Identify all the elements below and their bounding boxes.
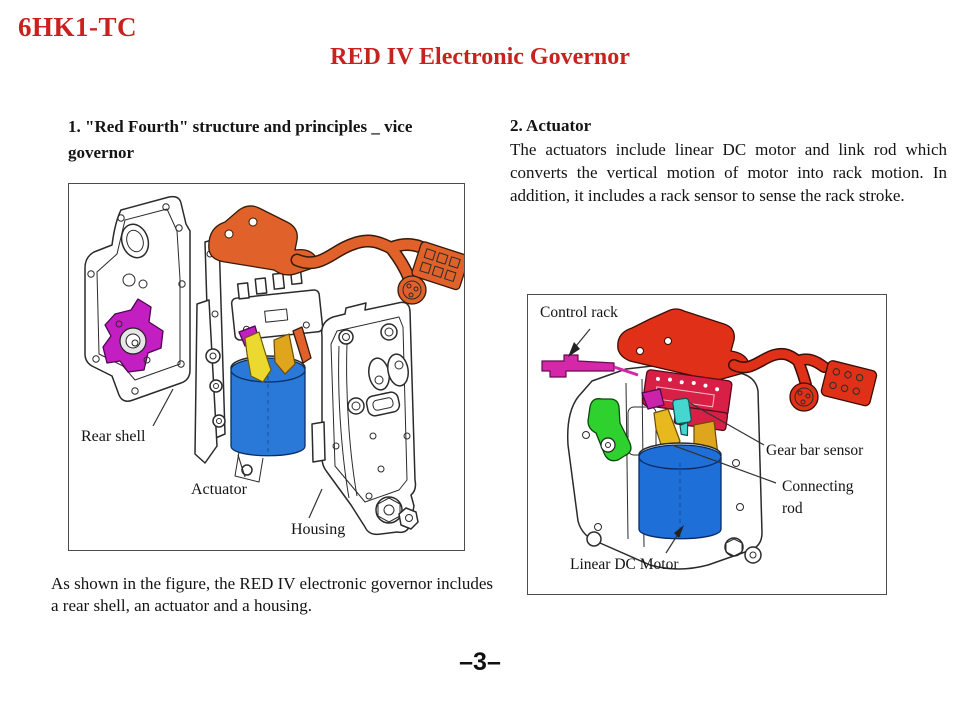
governor-exploded-drawing: [69, 184, 464, 550]
round-connector: [790, 383, 818, 411]
model-code: 6HK1-TC: [18, 12, 138, 42]
rear-shell-label: Rear shell: [81, 428, 146, 445]
page-number: –3–: [459, 648, 501, 676]
wire-harness: [297, 241, 464, 304]
section1-heading: 1. "Red Fourth" structure and principles _ vice governor: [68, 117, 413, 162]
gear-bar-sensor-label: Gear bar sensor: [766, 442, 864, 459]
figure1-caption: As shown in the figure, the RED IV electronic governor includes a rear shell, an actuator and a housing.: [51, 574, 494, 616]
section2-heading: 2. Actuator: [510, 116, 592, 135]
rear-shell-part: [85, 197, 190, 402]
housing-label: Housing: [291, 521, 346, 538]
linear-dc-motor-part: [639, 443, 721, 539]
linear-dc-motor-label: Linear DC Motor: [570, 556, 679, 573]
rear-shell-leader: [153, 389, 173, 426]
actuator-label: Actuator: [191, 481, 247, 498]
rect-connector: [820, 360, 877, 407]
housing-part: [312, 302, 418, 534]
figure-governor-exploded: [68, 183, 465, 551]
page-title: RED IV Electronic Governor: [330, 44, 630, 70]
round-connector: [398, 276, 426, 304]
section2-body: The actuators include linear DC motor and link rod which converts the vertical motion of motor into rack motion. In addition, it includes a rack sensor to sense the rack stroke.: [510, 140, 947, 205]
housing-leader: [309, 489, 322, 518]
connecting-rod-label-line2: rod: [782, 500, 803, 517]
actuator-cutaway-drawing: [528, 295, 886, 594]
terminal-block: [229, 267, 323, 341]
figure-actuator-cutaway: [527, 294, 887, 595]
control-rack-label: Control rack: [540, 304, 618, 321]
connecting-rod-label-line1: Connecting: [782, 478, 854, 495]
